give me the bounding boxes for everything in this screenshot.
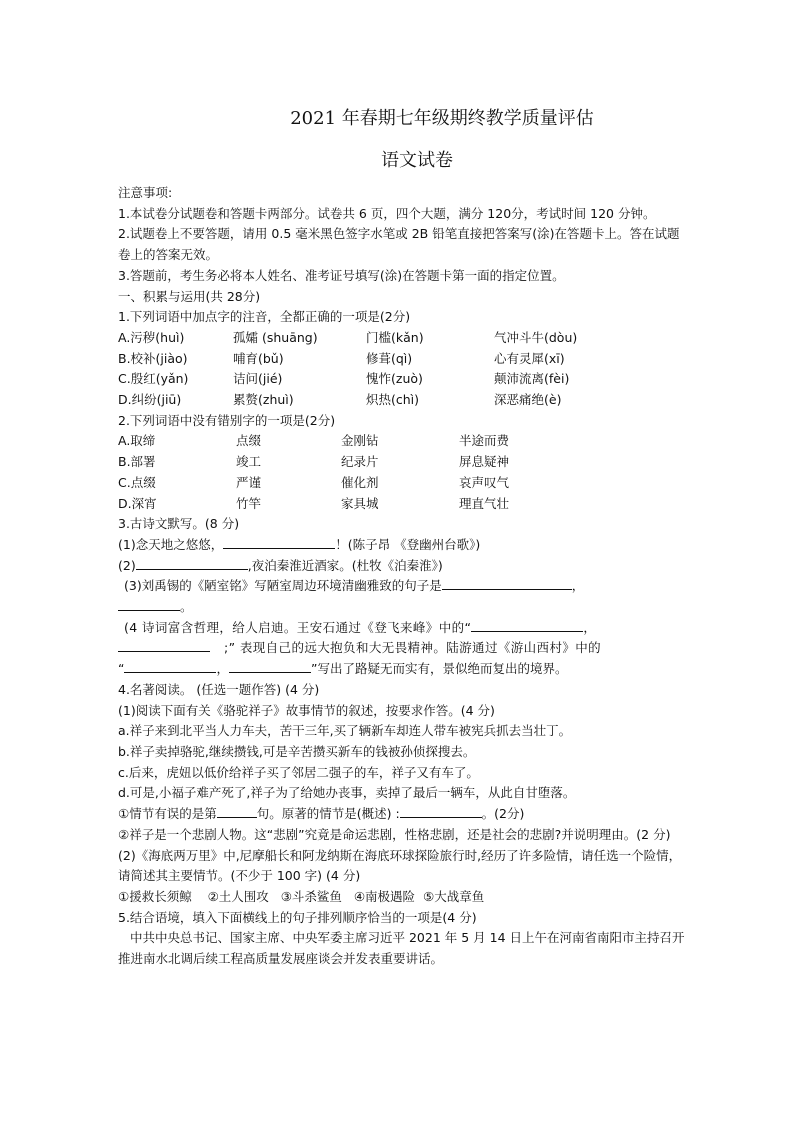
q3-2-num: (2) — [118, 557, 136, 573]
q2-a-1: A.取缔 — [118, 433, 156, 449]
q3-line-6 — [118, 659, 688, 680]
answer-blank — [471, 618, 583, 632]
answer-blank — [118, 638, 210, 652]
q2-stem: 2.下列词语中没有错别字的一项是(2分) — [118, 412, 336, 428]
q4-sub-2: ②祥子是一个悲剧人物。这“悲剧”究竟是命运悲剧，性格悲剧，还是社会的悲剧?并说明理由。(2 分) — [118, 826, 671, 842]
q1-option-a — [118, 328, 688, 349]
q1-b-3: 修葺(qì) — [366, 350, 413, 366]
answer-blank — [229, 659, 311, 673]
q1-option-b — [118, 349, 688, 370]
q1-d-2: 累赘(zhuì) — [233, 392, 294, 408]
answer-blank — [223, 535, 335, 549]
q1-c-1: C.殷红(yǎn) — [118, 371, 189, 387]
q3-4-text: (4 诗词富含哲理，给人启迪。王安石通过《登飞来峰》中的“ — [124, 619, 472, 635]
q1-c-4: 颠沛流离(fèi) — [494, 371, 570, 387]
q2-a-2: 点缀 — [236, 433, 262, 449]
q3-line-2 — [118, 556, 688, 577]
notice-heading: 注意事项: — [118, 185, 173, 200]
q3-6-text: ”写出了路疑无而实有，景似绝而复出的境界。 — [311, 661, 568, 677]
q3-1-text: (1)念天地之悠悠， — [118, 536, 224, 552]
q2-d-3: 家具城 — [341, 495, 379, 511]
q2-b-4: 屏息疑神 — [459, 454, 510, 470]
q2-d-1: D.深宵 — [118, 495, 157, 511]
q2-d-2: 竹竿 — [236, 495, 262, 511]
q3-3-period: 。 — [180, 599, 193, 615]
q3-4-comma: ， — [583, 619, 597, 635]
q2-option-b — [118, 452, 688, 473]
exam-title: 2021 年春期七年级期终教学质量评估 — [290, 108, 594, 129]
section-1-heading: 一、积累与运用(共 28分) — [118, 288, 261, 304]
q3-3-comma: ， — [571, 578, 585, 594]
q2-b-3: 纪录片 — [341, 454, 379, 470]
q2-c-2: 严谨 — [236, 474, 262, 490]
q3-line-4 — [118, 618, 688, 639]
answer-blank — [400, 804, 482, 818]
answer-blank — [124, 659, 216, 673]
q3-6-quote: “ — [118, 661, 125, 677]
q2-option-a — [118, 431, 688, 452]
exam-subtitle: 语文试卷 — [381, 150, 453, 171]
q2-d-4: 理直气壮 — [459, 495, 510, 511]
q3-line-3 — [118, 576, 688, 597]
q1-d-4: 深恶痛绝(è) — [494, 392, 562, 408]
q3-2-text: ,夜泊秦淮近酒家。(杜牧《泊秦淮》) — [247, 557, 443, 573]
q1-option-c — [118, 369, 688, 390]
q4-sub-1-a: ①情节有误的是第 — [118, 806, 217, 822]
q1-a-1: A.污秽(huì) — [118, 329, 185, 345]
q1-a-2: 孤孀 (shuāng) — [233, 329, 318, 345]
q3-6-comma: ， — [216, 661, 229, 677]
q1-b-1: B.校补(jiào) — [118, 350, 188, 366]
answer-blank — [442, 576, 572, 590]
q3-line-1 — [118, 535, 688, 556]
q2-b-2: 竣工 — [236, 454, 262, 470]
q1-a-3: 门槛(kǎn) — [366, 329, 424, 345]
q3-3-text: (3)刘禹锡的《陋室铭》写陋室周边环境清幽雅致的句子是 — [124, 578, 442, 594]
q2-a-3: 金刚钻 — [341, 433, 379, 449]
q1-b-2: 哺育(bǔ) — [233, 350, 284, 366]
q2-c-3: 催化剂 — [341, 474, 379, 490]
q2-c-4: 哀声叹气 — [459, 474, 510, 490]
q1-c-2: 诘问(jié) — [233, 371, 283, 387]
q4-plot-a: a.祥子来到北平当人力车夫，苦干三年,买了辆新车却连人带车被宪兵抓去当壮丁。 — [118, 723, 572, 739]
q4-plot-b: b.祥子卖掉骆驼,继续攒钱,可是辛苦攒买新车的钱被孙侦探搜去。 — [118, 743, 476, 759]
q4-sub-1-c: 。(2分) — [481, 806, 525, 822]
q4-plot-c: c.后来，虎妞以低价给祥子买了邻居二强子的车，祥子又有车了。 — [118, 764, 479, 780]
q1-option-d — [118, 390, 688, 411]
exam-content — [118, 183, 688, 970]
q2-b-1: B.部署 — [118, 454, 156, 470]
q1-b-4: 心有灵犀(xī) — [494, 350, 565, 366]
q2-option-c — [118, 473, 688, 494]
q5-stem: 5.结合语境，填入下面横线上的句子排列顺序恰当的一项是(4 分) — [118, 909, 477, 925]
q3-1-source: ！(陈子昂 《登幽州台歌》) — [335, 536, 481, 552]
q1-d-1: D.纠纷(jiū) — [118, 392, 182, 408]
notice-item-1: 1.本试卷分试题卷和答题卡两部分。试卷共 6 页，四个大题，满分 120分，考试时间 120 分钟。 — [118, 205, 656, 221]
q1-d-3: 炽热(chì) — [366, 392, 420, 408]
notice-item-2: 2.试题卷上不要答题，请用 0.5 毫米黑色签字水笔或 2B 铅笔直接把答案写(涂)在答题卡上。答在试题卷上的答案无效。 — [118, 226, 680, 263]
q4-sub-1 — [118, 804, 688, 825]
answer-blank — [217, 804, 257, 818]
q1-c-3: 愧怍(zuò) — [366, 371, 423, 387]
q1-a-4: 气冲斗牛(dòu) — [494, 329, 578, 345]
q4-part1-intro: (1)阅读下面有关《骆驼祥子》故事情节的叙述，按要求作答。(4 分) — [118, 702, 495, 718]
answer-blank — [136, 556, 248, 570]
q4-stem: 4.名著阅读。 (任选一题作答) (4 分) — [118, 681, 320, 697]
q3-line-3b — [118, 597, 688, 618]
q3-stem: 3.古诗文默写。(8 分) — [118, 516, 240, 532]
q2-option-d — [118, 494, 688, 515]
q3-line-5 — [118, 638, 688, 659]
q5-passage: 中共中央总书记、国家主席、中央军委主席习近平 2021 年 5 月 14 日上午在河南省南阳市主持召开推进南水北调后续工程高质量发展座谈会并发表重要讲话。 — [118, 930, 685, 967]
notice-item-3: 3.答题前，考生务必将本人姓名、准考证号填写(涂)在答题卡第一面的指定位置。 — [118, 267, 565, 283]
q4-plot-d: d.可是,小福子难产死了,祥子为了给她办丧事，卖掉了最后一辆车，从此自甘堕落。 — [118, 785, 576, 801]
answer-blank — [118, 597, 180, 611]
q1-stem: 1.下列词语中加点字的注音，全都正确的一项是(2分) — [118, 309, 411, 325]
q2-c-1: C.点缀 — [118, 474, 156, 490]
q2-a-4: 半途而费 — [459, 433, 510, 449]
q4-part2: (2)《海底两万里》中,尼摩船长和阿龙纳斯在海底环球探险旅行时,经历了许多险情，请任选一个险情，请简述其主要情节。(不少于 100 字) (4 分) — [118, 847, 682, 884]
q4-part2-options: ①援救长须鲸 ②土人围攻 ③斗杀鲨鱼 ④南极遇险 ⑤大战章鱼 — [118, 888, 485, 904]
q3-5-text: ;” 表现自己的远大抱负和大无畏精神。陆游通过《游山西村》中的 — [224, 640, 602, 656]
q4-sub-1-b: 句。原著的情节是(概述) : — [256, 806, 400, 822]
